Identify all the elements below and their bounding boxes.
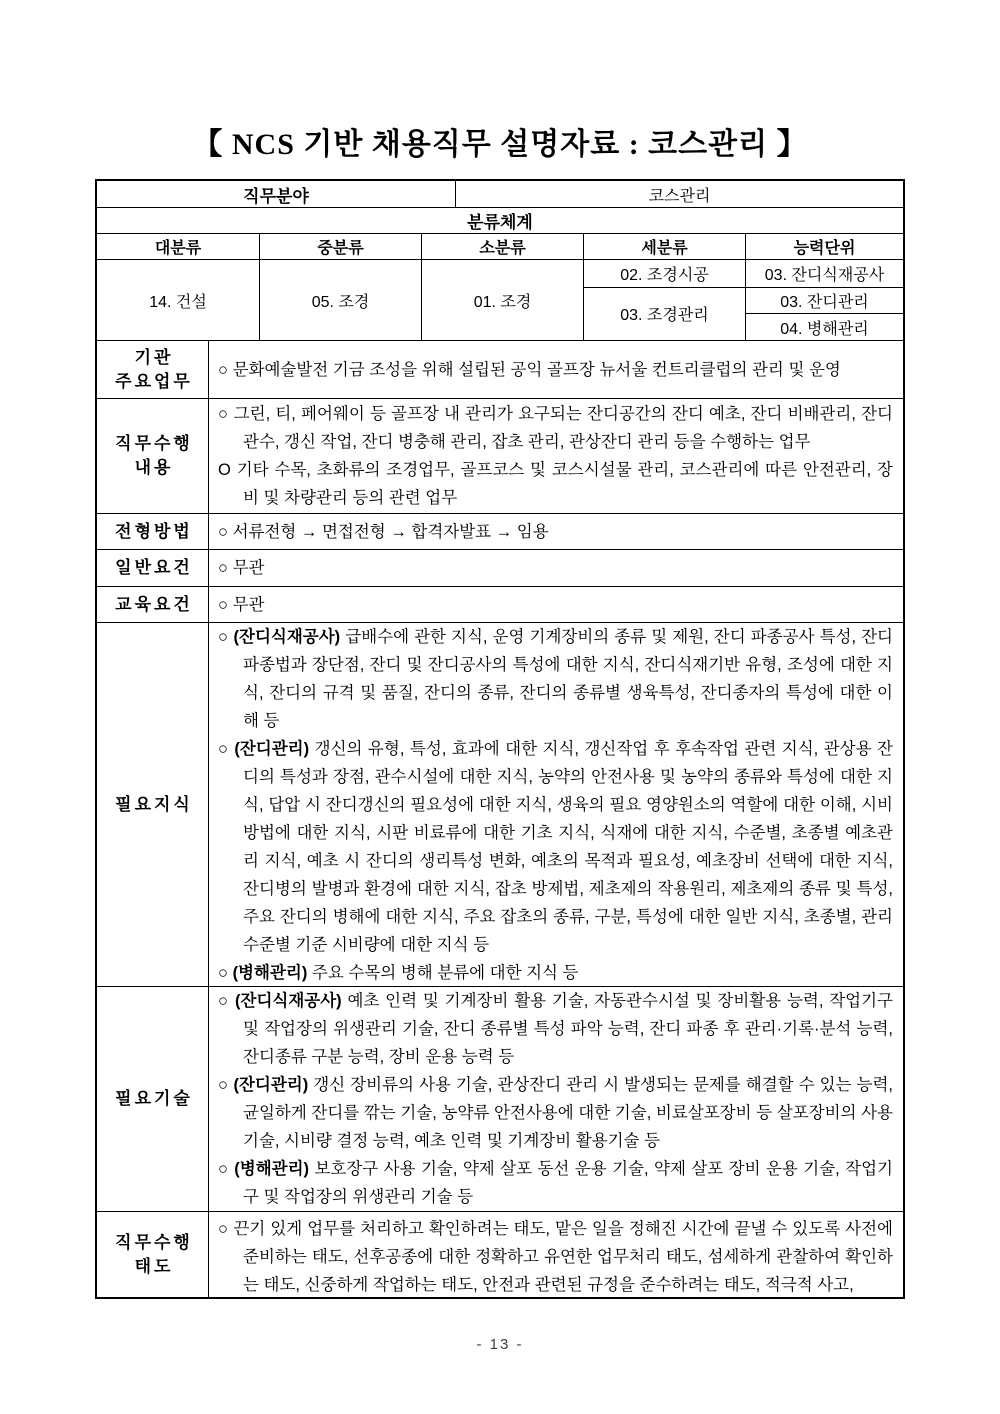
section-selection xyxy=(97,513,903,549)
section-label-line: 전형방법 xyxy=(115,521,193,541)
section-label-line: 필요기술 xyxy=(115,1089,193,1108)
section-label-agency xyxy=(97,341,208,398)
classification-header-detail: 세분류 xyxy=(583,234,745,259)
skills-bullet-2 xyxy=(218,1071,893,1155)
job-description-table xyxy=(95,179,905,1299)
duties-bullet-1 xyxy=(218,400,893,456)
classification-major-cell: 14. 건설 xyxy=(149,293,207,311)
classification-detail-2: 03. 조경관리 xyxy=(584,287,745,340)
bullet-text: 기타 수목, 초화류의 조경업무, 골프코스 및 코스시설물 관리, 코스관리에 따른 안전관리, 장비 및 차량관리 등의 관련 업무 xyxy=(236,461,893,507)
bullet-tag: (병해관리) xyxy=(232,963,308,982)
section-content-duties xyxy=(208,399,903,513)
page-number: - 13 - xyxy=(476,1336,524,1353)
bullet-text: 서류전형 → 면접전형 → 합격자발표 → 임용 xyxy=(232,522,549,541)
section-label-line: 주요업무 xyxy=(115,371,193,391)
bullet-text: 그린, 티, 페어웨이 등 골프장 내 관리가 요구되는 잔디공간의 잔디 예초, 잔디 비배관리, 잔디 관수, 갱신 작업, 잔디 병충해 관리, 잡초 관리, 관상잔디 관리 등을 수행하는 업무 xyxy=(233,405,893,451)
section-content-agency xyxy=(208,341,903,398)
knowledge-bullet-3 xyxy=(218,959,893,987)
section-label-line: 태도 xyxy=(134,1256,174,1276)
section-label-line: 직무수행 xyxy=(115,1232,193,1252)
bullet-text: 무관 xyxy=(232,559,265,577)
section-content-general xyxy=(208,550,903,586)
section-education xyxy=(97,586,903,622)
general-bullet-1 xyxy=(218,554,893,582)
bullet-text: 보호장구 사용 기술, 약제 살포 동선 운용 기술, 약제 살포 장비 운용 기술, 작업기구 및 작업장의 위생관리 기술 등 xyxy=(243,1160,893,1206)
section-content-education xyxy=(208,587,903,622)
classification-header-unit: 능력단위 xyxy=(745,234,903,259)
classification-unit-1: 03. 잔디식재공사 xyxy=(764,266,885,284)
classification-minor-cell: 01. 조경 xyxy=(421,260,583,340)
section-knowledge xyxy=(97,622,903,986)
bullet-marker: ○ xyxy=(218,1220,229,1238)
section-duties xyxy=(97,398,903,513)
job-field-value-cell: 코스관리 xyxy=(455,181,903,207)
classification-header-minor: 소분류 xyxy=(421,234,583,259)
section-label-line: 필요지식 xyxy=(115,794,193,814)
classification-unit-2: 03. 잔디관리 xyxy=(746,287,903,314)
knowledge-bullet-2 xyxy=(218,735,893,959)
section-attitude xyxy=(97,1211,903,1297)
bullet-marker: ○ xyxy=(218,963,228,982)
bullet-text: 무관 xyxy=(232,595,265,614)
duties-bullet-2 xyxy=(218,456,893,512)
section-label-selection xyxy=(97,514,208,549)
bullet-text: 갱신의 유형, 특성, 효과에 대한 지식, 갱신작업 후 후속작업 관련 지식, 관상용 잔디의 특성과 장점, 관수시설에 대한 지식, 농약의 안전사용 및 농약의 종류와 특성에 대한 지식, 답압 시 잔디갱신의 필요성에 대한 지식, 생육의 필요 영양원소의 역할에 대한 이해, 시비방법에 대한 지식, 시판 비료류에 대한 기초 지식, 식재에 대한 지식, 수준별, 초종별 예초관리 지식, 예초 시 잔디의 생리특성 변화, 예초의 목적과 필요성, 예초장비 선택에 대한 지식, 잔디병의 발병과 환경에 대한 지식, 잡초 방제법, 제초제의 작용원리, 제초제의 종류 및 특성, 주요 잔디의 병해에 대한 지식, 주요 잡초의 종류, 구분, 특성에 대한 일반 지식, 초종별, 관리수준별 기준 시비량에 대한 지식 등 xyxy=(243,739,893,954)
section-content-knowledge xyxy=(208,623,903,986)
knowledge-bullet-1 xyxy=(218,623,893,735)
bullet-marker: ○ xyxy=(218,1076,229,1094)
section-label-knowledge xyxy=(97,623,208,986)
bullet-marker: ○ xyxy=(218,627,229,646)
section-skills xyxy=(97,986,903,1211)
bullet-text: 끈기 있게 업무를 처리하고 확인하려는 태도, 맡은 일을 정해진 시간에 끝낼 수 있도록 사전에 준비하는 태도, 선후공종에 대한 정확하고 유연한 업무처리 태도, 섬세하게 관찰하여 확인하는 태도, 신중하게 작업하는 태도, 안전과 관련된 규정을 준수하려는 태도, 적극적 사고, xyxy=(233,1220,893,1294)
bullet-tag: (잔디관리) xyxy=(233,1076,309,1094)
bullet-marker: ○ xyxy=(218,739,229,758)
section-label-line: 직무수행 xyxy=(115,434,193,453)
job-field-row xyxy=(97,181,903,207)
section-label-attitude xyxy=(97,1212,208,1297)
classification-unit-3: 04. 병해관리 xyxy=(746,313,903,340)
classification-title-row xyxy=(97,207,903,233)
bullet-marker: ○ xyxy=(218,360,228,379)
classification-header-middle: 중분류 xyxy=(259,234,421,259)
section-label-line: 교육요건 xyxy=(115,594,193,614)
section-content-attitude xyxy=(208,1212,903,1297)
section-label-line: 일반요건 xyxy=(115,558,193,577)
section-label-skills xyxy=(97,987,208,1211)
classification-value-rows xyxy=(97,259,903,340)
classification-unit-column xyxy=(745,260,903,340)
page-title: 【 NCS 기반 채용직무 설명자료 : 코스관리 】 xyxy=(192,128,808,161)
agency-bullet-1 xyxy=(218,356,893,384)
section-label-duties xyxy=(97,399,208,513)
classification-title-cell: 분류체계 xyxy=(467,213,533,232)
bullet-tag: (병해관리) xyxy=(234,1160,310,1178)
bullet-text: 갱신 장비류의 사용 기술, 관상잔디 관리 시 발생되는 문제를 해결할 수 있는 능력, 균일하게 잔디를 깎는 기술, 농약류 안전사용에 대한 기술, 비료살포장비 등 살포장비의 사용 기술, 시비량 결정 능력, 예초 인력 및 기계장비 활용기술 등 xyxy=(243,1076,893,1150)
bullet-text: 급배수에 관한 지식, 운영 기계장비의 종류 및 제원, 잔디 파종공사 특성, 잔디 파종법과 장단점, 잔디 및 잔디공사의 특성에 대한 지식, 잔디식재기반 유형, 조성에 대한 지식, 잔디의 규격 및 품질, 잔디의 종류, 잔디의 종류별 생육특성, 잔디종자의 특성에 대한 이해 등 xyxy=(243,627,893,730)
bullet-marker: O xyxy=(218,461,231,479)
bullet-tag: (잔디관리) xyxy=(234,739,310,758)
classification-header-major: 대분류 xyxy=(154,240,202,257)
classification-detail-1: 02. 조경시공 xyxy=(620,266,709,284)
bullet-marker: ○ xyxy=(218,595,228,614)
section-label-education xyxy=(97,587,208,622)
section-label-line: 내용 xyxy=(134,458,174,477)
skills-bullet-1 xyxy=(218,987,893,1071)
section-label-general xyxy=(97,550,208,586)
bullet-marker: ○ xyxy=(218,992,230,1010)
classification-header-row xyxy=(97,233,903,259)
bullet-text: 주요 수목의 병해 분류에 대한 지식 등 xyxy=(311,963,579,982)
classification-detail-column xyxy=(583,260,745,340)
bullet-marker: ○ xyxy=(218,405,229,423)
bullet-tag: (잔디식재공사) xyxy=(233,627,341,646)
section-content-skills xyxy=(208,987,903,1211)
job-field-label-cell: 직무분야 xyxy=(243,186,309,206)
section-label-line: 기관 xyxy=(134,347,174,367)
bullet-text: 문화예술발전 기금 조성을 위해 설립된 공익 골프장 뉴서울 컨트리클럽의 관리 및 운영 xyxy=(232,360,841,379)
bullet-tag: (잔디식재공사) xyxy=(235,992,342,1010)
bullet-marker: ○ xyxy=(218,559,228,577)
bullet-text: 예초 인력 및 기계장비 활용 기술, 자동관수시설 및 장비활용 능력, 작업기구 및 작업장의 위생관리 기술, 잔디 종류별 특성 파악 능력, 잔디 파종 후 관리·기록·분석 능력, 잔디종류 구분 능력, 장비 운용 능력 등 xyxy=(243,992,893,1066)
selection-bullet-1 xyxy=(218,518,893,546)
section-agency xyxy=(97,340,903,398)
section-content-selection xyxy=(208,514,903,549)
education-bullet-1 xyxy=(218,591,893,619)
bullet-marker: ○ xyxy=(218,522,228,541)
classification-middle-cell: 05. 조경 xyxy=(259,260,421,340)
bullet-marker: ○ xyxy=(218,1160,229,1178)
skills-bullet-3 xyxy=(218,1155,893,1211)
section-general xyxy=(97,549,903,586)
attitude-bullet-1 xyxy=(218,1215,893,1297)
